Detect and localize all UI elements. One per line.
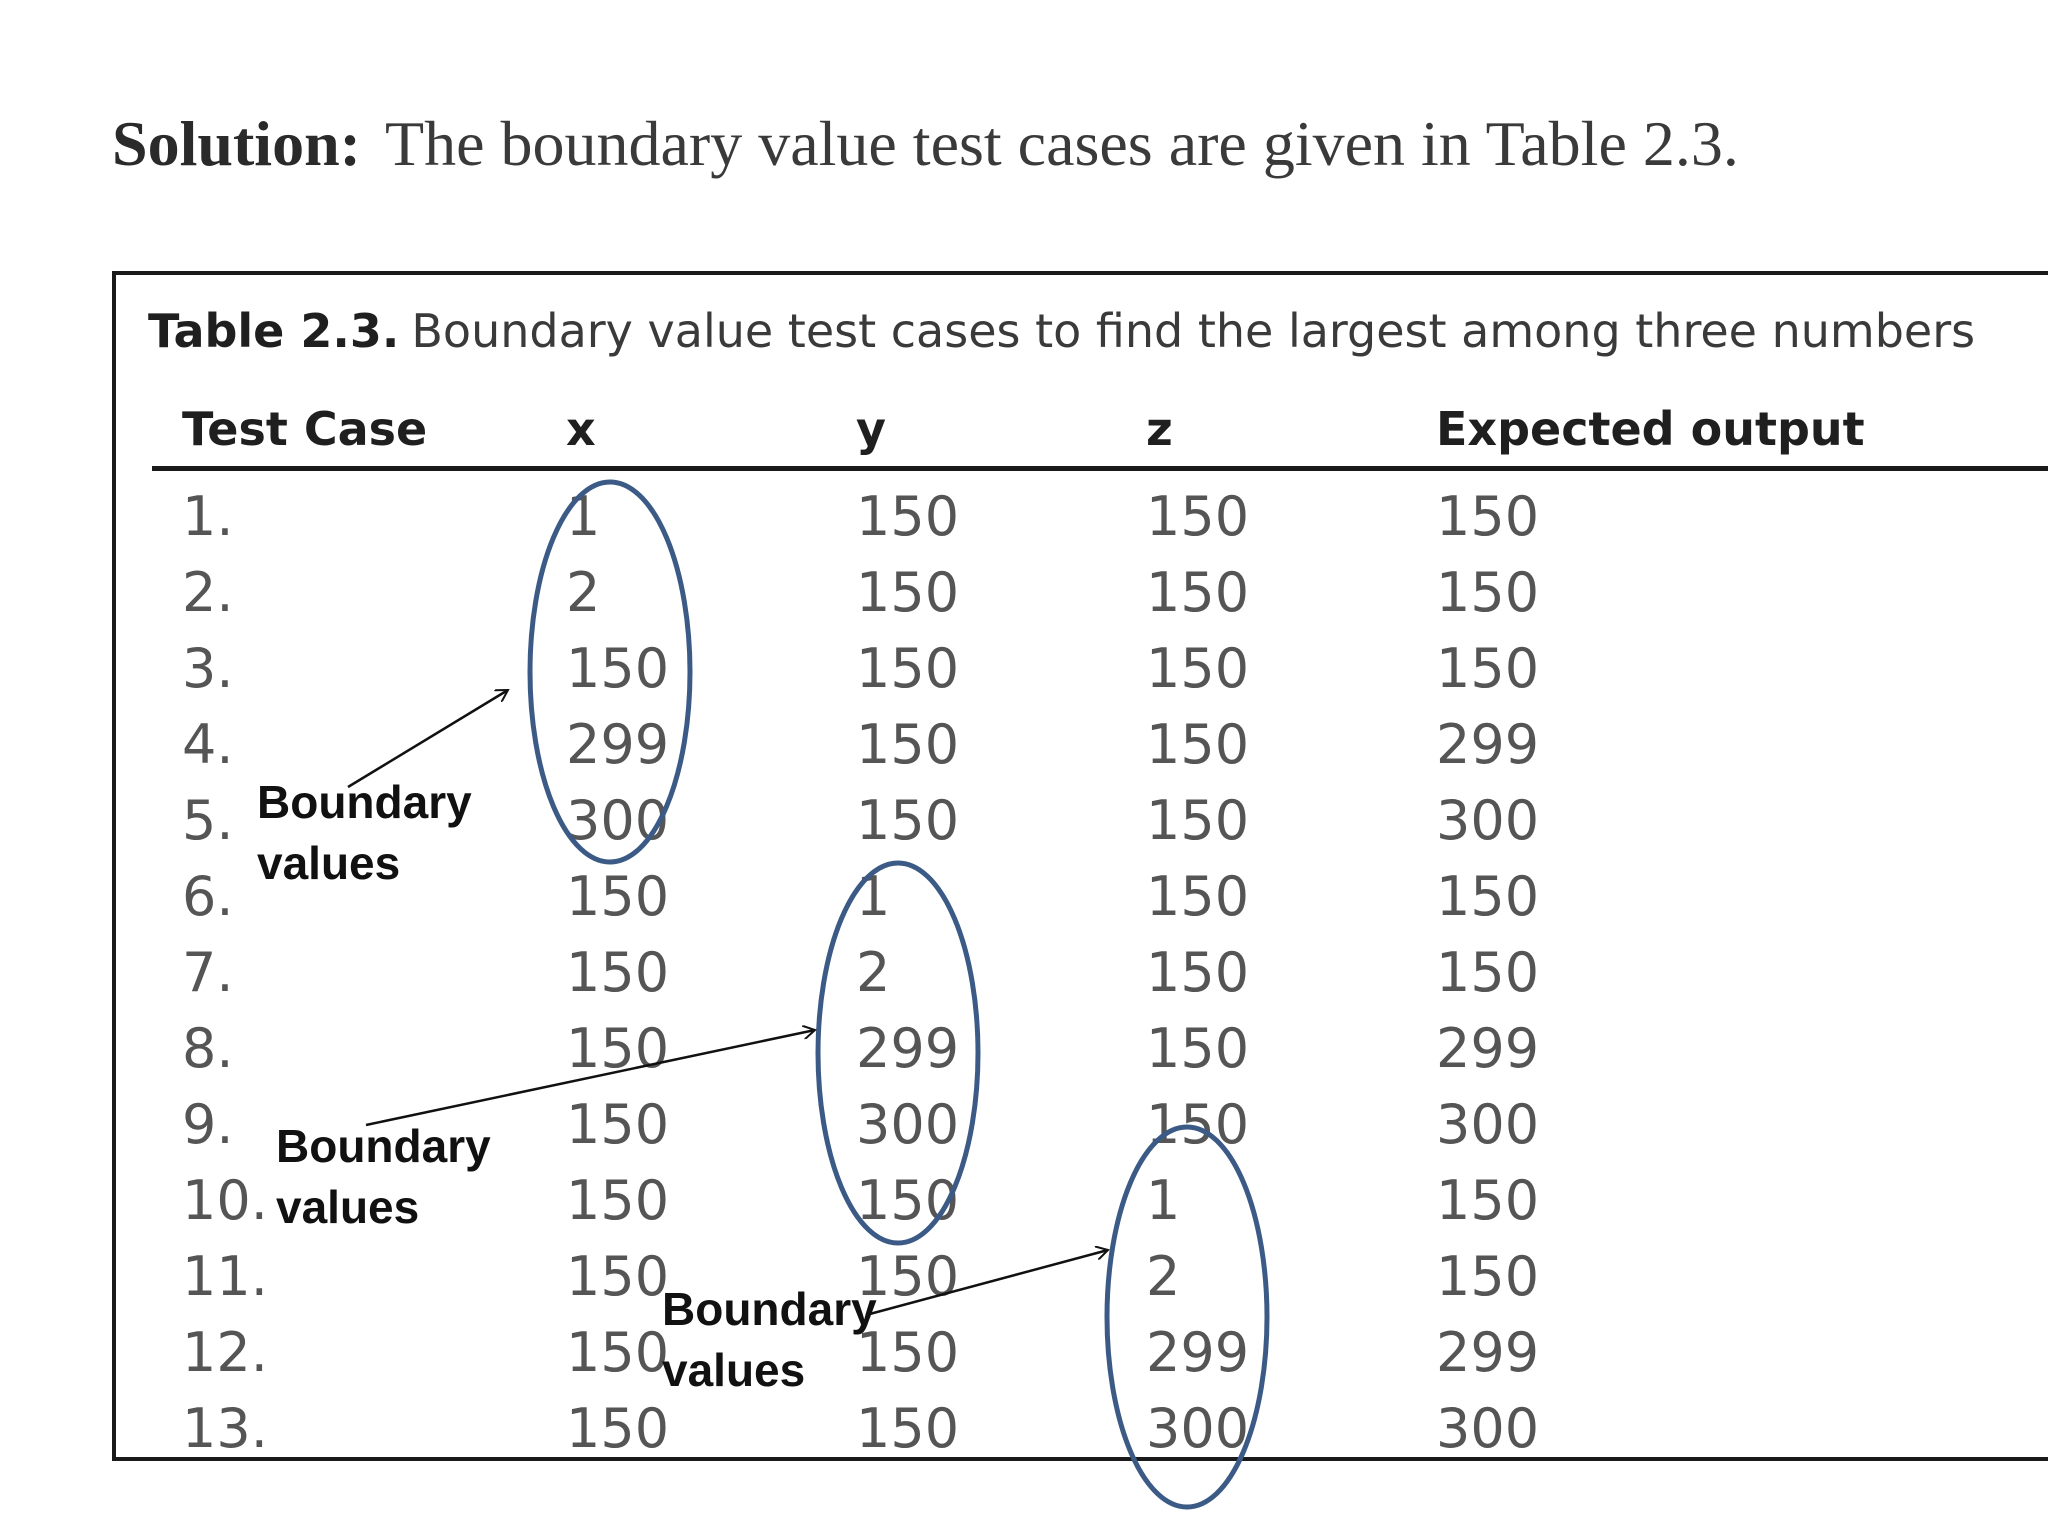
cell-y: 150 (856, 1321, 960, 1384)
solution-text: The boundary value test cases are given in Table 2.3. (384, 108, 1739, 179)
cell-test-case: 9. (182, 1093, 234, 1156)
cell-y: 2 (856, 941, 891, 1004)
column-header-x: x (566, 402, 596, 456)
annotation-z-boundary-values (662, 1279, 877, 1401)
cell-x: 150 (566, 941, 670, 1004)
cell-z: 300 (1146, 1397, 1250, 1460)
cell-x: 150 (566, 1245, 670, 1308)
annotation-line: Boundary (257, 776, 472, 828)
table-caption-label: Table 2.3. (148, 304, 400, 358)
cell-test-case: 7. (182, 941, 234, 1004)
cell-expected-output: 150 (1436, 1169, 1540, 1232)
cell-expected-output: 299 (1436, 713, 1540, 776)
cell-y: 150 (856, 713, 960, 776)
cell-x: 150 (566, 1321, 670, 1384)
cell-x: 150 (566, 1169, 670, 1232)
cell-test-case: 1. (182, 485, 234, 548)
cell-x: 300 (566, 789, 670, 852)
cell-x: 2 (566, 561, 601, 624)
cell-test-case: 8. (182, 1017, 234, 1080)
cell-y: 150 (856, 1245, 960, 1308)
cell-x: 1 (566, 485, 601, 548)
cell-x: 150 (566, 1397, 670, 1460)
cell-x: 150 (566, 1093, 670, 1156)
cell-x: 150 (566, 637, 670, 700)
cell-test-case: 4. (182, 713, 234, 776)
cell-y: 299 (856, 1017, 960, 1080)
annotation-line: values (257, 837, 401, 889)
cell-x: 150 (566, 1017, 670, 1080)
cell-z: 150 (1146, 485, 1250, 548)
cell-expected-output: 299 (1436, 1321, 1540, 1384)
cell-z: 150 (1146, 1017, 1250, 1080)
cell-y: 300 (856, 1093, 960, 1156)
cell-z: 299 (1146, 1321, 1250, 1384)
cell-z: 150 (1146, 561, 1250, 624)
cell-test-case: 11. (182, 1245, 268, 1308)
ellipse-y-boundary (818, 863, 978, 1243)
cell-z: 150 (1146, 789, 1250, 852)
cell-test-case: 10. (182, 1169, 268, 1232)
cell-y: 150 (856, 1169, 960, 1232)
cell-y: 1 (856, 865, 891, 928)
cell-test-case: 6. (182, 865, 234, 928)
cell-z: 2 (1146, 1245, 1181, 1308)
cell-expected-output: 300 (1436, 789, 1540, 852)
cell-expected-output: 299 (1436, 1017, 1540, 1080)
arrow-z-boundary (866, 1250, 1108, 1315)
cell-z: 150 (1146, 941, 1250, 1004)
cell-x: 299 (566, 713, 670, 776)
cell-expected-output: 300 (1436, 1397, 1540, 1460)
cell-y: 150 (856, 789, 960, 852)
column-header-z: z (1146, 402, 1173, 456)
annotation-x-boundary-values (257, 772, 472, 894)
cell-expected-output: 150 (1436, 637, 1540, 700)
cell-test-case: 5. (182, 789, 234, 852)
cell-y: 150 (856, 637, 960, 700)
annotation-y-boundary-values (276, 1116, 491, 1238)
solution-label: Solution: (112, 108, 361, 179)
cell-y: 150 (856, 485, 960, 548)
cell-x: 150 (566, 865, 670, 928)
cell-z: 150 (1146, 865, 1250, 928)
cell-test-case: 2. (182, 561, 234, 624)
cell-z: 150 (1146, 1093, 1250, 1156)
column-header-expected-output: Expected output (1436, 402, 1865, 456)
arrow-y-boundary (366, 1030, 815, 1125)
cell-z: 1 (1146, 1169, 1181, 1232)
cell-expected-output: 150 (1436, 941, 1540, 1004)
ellipse-z-boundary (1107, 1127, 1267, 1507)
annotation-line: values (276, 1181, 420, 1233)
ellipse-x-boundary (530, 482, 690, 862)
cell-expected-output: 150 (1436, 485, 1540, 548)
cell-expected-output: 150 (1436, 561, 1540, 624)
column-header-test-case: Test Case (182, 402, 428, 456)
table-caption-text: Boundary value test cases to find the largest among three numbers (411, 304, 1976, 358)
cell-z: 150 (1146, 637, 1250, 700)
cell-test-case: 3. (182, 637, 234, 700)
cell-expected-output: 150 (1436, 865, 1540, 928)
cell-y: 150 (856, 561, 960, 624)
cell-z: 150 (1146, 713, 1250, 776)
annotation-line: Boundary (276, 1120, 491, 1172)
cell-y: 150 (856, 1397, 960, 1460)
annotation-line: values (662, 1344, 806, 1396)
cell-expected-output: 300 (1436, 1093, 1540, 1156)
cell-test-case: 13. (182, 1397, 268, 1460)
annotation-line: Boundary (662, 1283, 877, 1335)
column-header-y: y (856, 402, 886, 456)
cell-expected-output: 150 (1436, 1245, 1540, 1308)
cell-test-case: 12. (182, 1321, 268, 1384)
